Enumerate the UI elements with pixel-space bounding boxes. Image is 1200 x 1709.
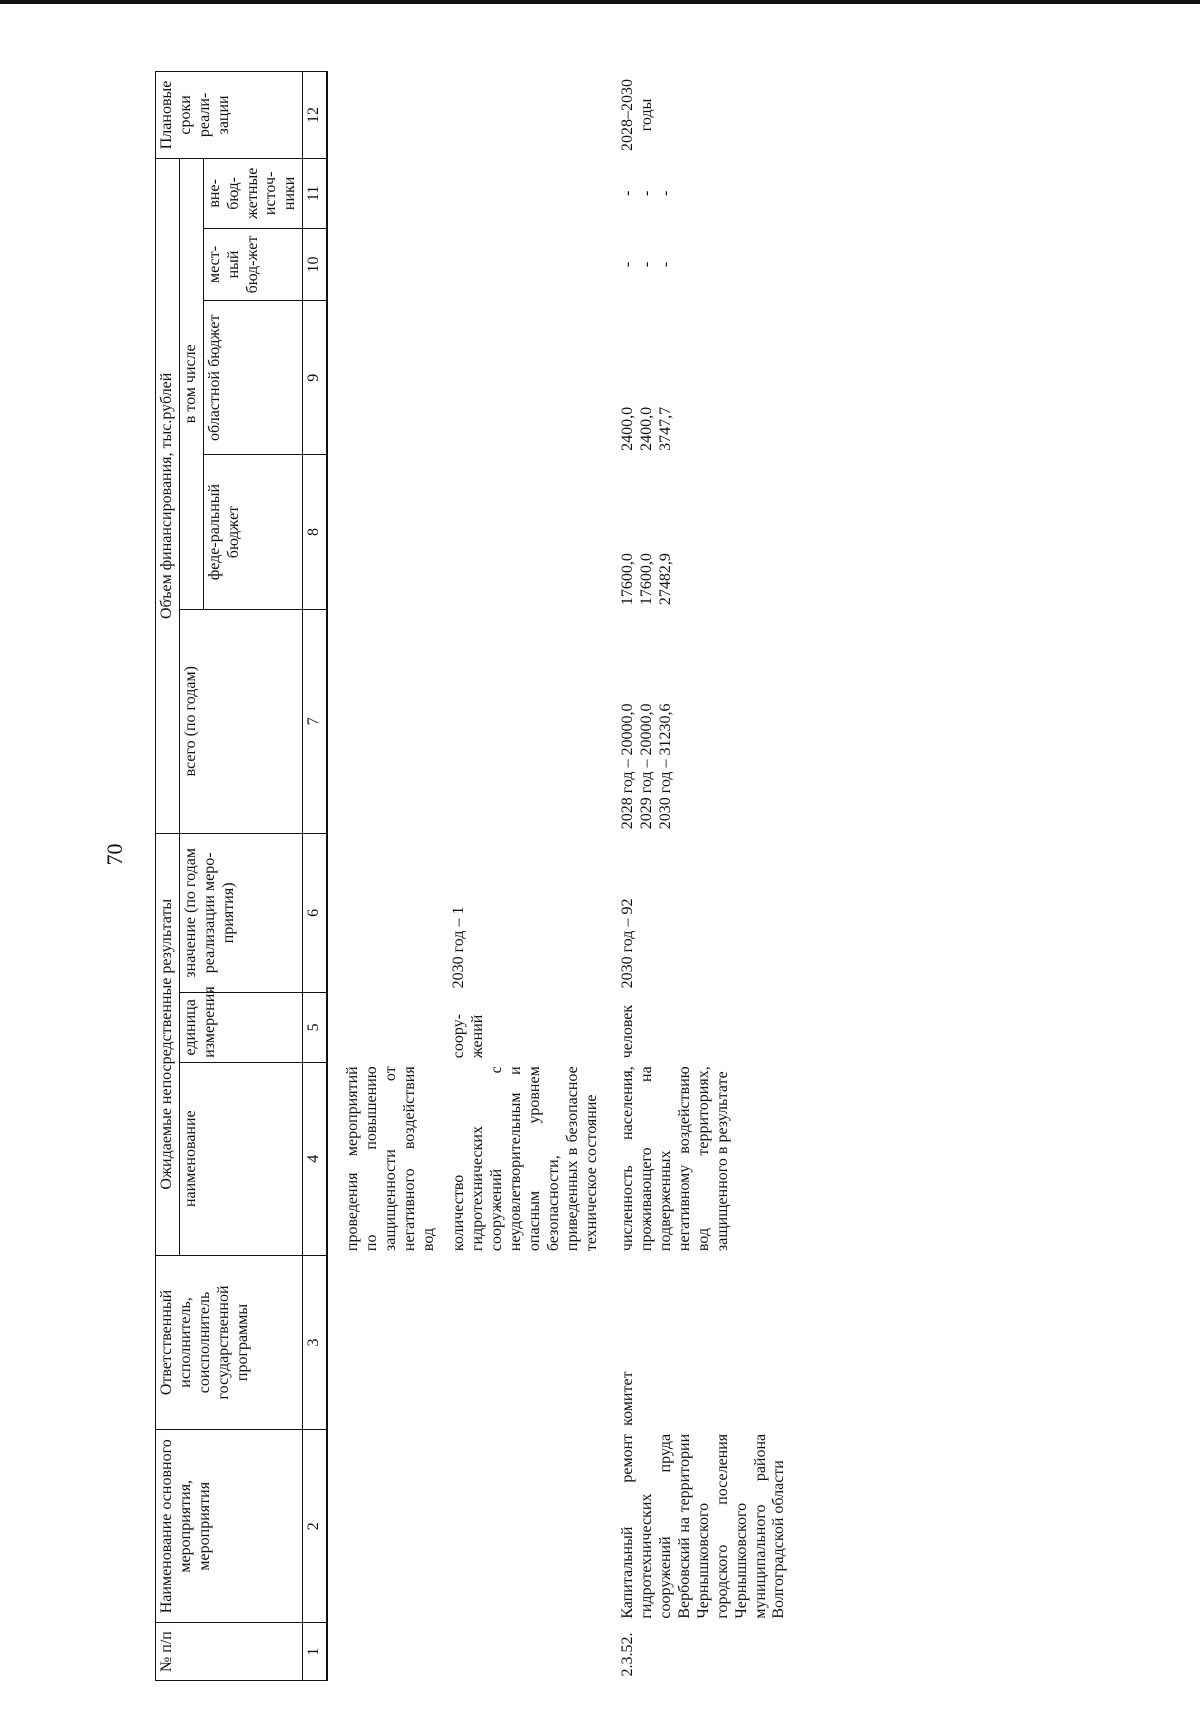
result-value: 2030 год – 92 xyxy=(619,898,637,989)
page-number: 70 xyxy=(102,843,127,866)
program-table xyxy=(155,71,791,1681)
header-fin-federal: феде-ральный бюджет xyxy=(203,455,302,609)
regional-2028: 2400,0 xyxy=(619,406,637,451)
header-name: Наименование основного мероприятия, мероприятия xyxy=(156,1430,303,1623)
table-row xyxy=(617,72,791,1681)
table-header xyxy=(156,72,328,1681)
col-index: 9 xyxy=(303,301,327,455)
federal-2030: 27482,9 xyxy=(657,553,675,606)
header-result-unit: единица измерения xyxy=(179,992,302,1062)
extra-2029: - xyxy=(638,190,656,197)
result-name-continued: проведения мероприятий по повышению защищенности от негативного воздействия вод xyxy=(344,1066,437,1252)
federal-2028: 17600,0 xyxy=(619,553,637,606)
col-index: 5 xyxy=(303,992,327,1062)
result-name-cell xyxy=(342,1062,603,1255)
header-results-group: Ожидаемые непосредственные результаты xyxy=(156,833,180,1255)
col-index: 10 xyxy=(303,228,327,300)
col-index: 6 xyxy=(303,833,327,992)
col-index: 2 xyxy=(303,1430,327,1623)
header-responsible: Ответственный исполнитель, соисполнитель государственной программы xyxy=(156,1255,303,1430)
regional-2030: 3747,7 xyxy=(657,406,675,451)
financing-extrabudget xyxy=(617,158,791,228)
result-name-structures: количество гидротехнических сооружений с неудовлетворительным и опасным уровнем безопасности, приведенных в безопасное техническое состояние xyxy=(450,1066,600,1252)
total-2029: 2029 год – 20000,0 xyxy=(638,703,656,830)
activity-name: Капитальный ремонт гидротехнических сооружений пруда Вербовский на территории Чернышковского городского поселения Чернышковского муниципального района Волгоградской области xyxy=(619,1433,788,1619)
col-index: 8 xyxy=(303,455,327,609)
local-2030: - xyxy=(657,261,675,268)
local-2028: - xyxy=(619,261,637,268)
col-index: 11 xyxy=(303,158,327,228)
header-terms: Плановые сроки реали-зации xyxy=(156,72,303,159)
header-fin-including: в том числе xyxy=(179,158,203,609)
total-2028: 2028 год – 20000,0 xyxy=(619,703,637,830)
col-index: 3 xyxy=(303,1255,327,1430)
header-fin-regional: областной бюджет xyxy=(203,301,302,455)
col-index: 12 xyxy=(303,72,327,159)
header-fin-local: мест-ный бюд-жет xyxy=(203,228,302,300)
header-fin-total: всего (по годам) xyxy=(179,609,302,833)
result-value-cell xyxy=(342,833,603,992)
result-unit-structures: соору-жений xyxy=(450,1014,487,1059)
header-result-name: наименование xyxy=(179,1062,302,1255)
planned-terms: 2028–2030 годы xyxy=(619,78,656,151)
financing-local xyxy=(617,228,791,300)
header-financing-group: Объем финансирования, тыс.рублей xyxy=(156,158,180,833)
result-value-structures: 2030 год – 1 xyxy=(450,906,468,989)
result-name: численность населения, проживающего на подверженных негативному воздействию вод территориях, защищенного в результате xyxy=(619,1066,731,1252)
table-row-continuation xyxy=(342,72,603,1681)
col-index: 4 xyxy=(303,1062,327,1255)
total-2030: 2030 год – 31230,6 xyxy=(657,703,675,830)
header-num: № п/п xyxy=(156,1623,303,1681)
header-fin-extrabudget: вне-бюд-жетные источ-ники xyxy=(203,158,302,228)
result-unit: человек xyxy=(619,1004,637,1059)
column-index-row xyxy=(303,72,327,1681)
financing-federal xyxy=(617,455,791,609)
col-index: 7 xyxy=(303,609,327,833)
extra-2030: - xyxy=(657,190,675,197)
regional-2029: 2400,0 xyxy=(638,406,656,451)
extra-2028: - xyxy=(619,190,637,197)
local-2029: - xyxy=(638,261,656,268)
financing-total xyxy=(617,609,791,833)
result-unit-cell xyxy=(342,992,603,1062)
federal-2029: 17600,0 xyxy=(638,553,656,606)
row-number: 2.3.52. xyxy=(619,1632,637,1677)
financing-regional xyxy=(617,301,791,455)
responsible-executor: комитет xyxy=(619,1371,637,1426)
header-result-value: значение (по годам реализации меро-приятия) xyxy=(179,833,302,992)
col-index: 1 xyxy=(303,1623,327,1681)
